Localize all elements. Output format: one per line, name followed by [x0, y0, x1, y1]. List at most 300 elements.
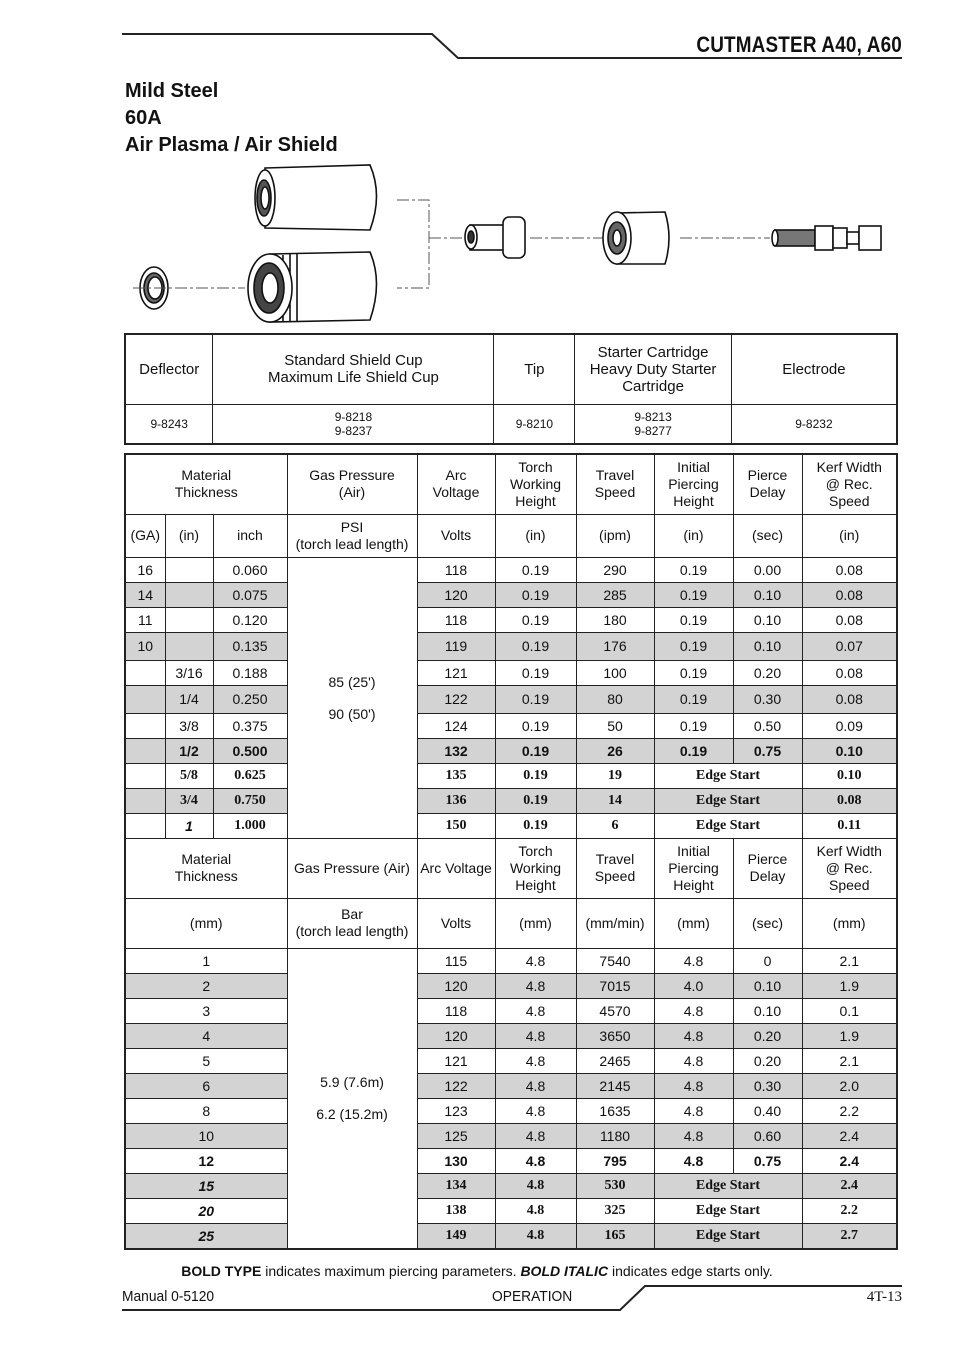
torch-height-cell: 4.8: [495, 1123, 576, 1148]
table-row: [125, 713, 897, 738]
torch-height-cell: 4.8: [495, 1048, 576, 1073]
cell-text: Gas Pressure (Air): [294, 859, 410, 876]
table-row: [125, 1148, 897, 1173]
table-row: [125, 1173, 897, 1198]
travel-speed-cell: 100: [576, 660, 654, 685]
metric-header-kerf-width: [802, 838, 897, 898]
parts-header-tip: [494, 334, 575, 404]
torch-height-cell: 4.8: [495, 998, 576, 1023]
footnote-bold-label: BOLD TYPE: [181, 1263, 262, 1279]
thickness-mm-cell: 1: [125, 948, 287, 973]
travel-speed-cell: 2145: [576, 1073, 654, 1098]
table-row: [125, 1023, 897, 1048]
thickness-mm-cell: 5: [125, 1048, 287, 1073]
arc-voltage-cell: 132: [417, 738, 495, 763]
gauge-cell: [125, 763, 165, 788]
arc-voltage-cell: 115: [417, 948, 495, 973]
inch-cell: 0.500: [213, 738, 287, 763]
cell-text: (mm): [832, 914, 866, 931]
cell-text: inch: [237, 527, 263, 543]
cell-text: Bar (torch lead length): [295, 906, 409, 939]
travel-speed-cell: 165: [576, 1223, 654, 1249]
torch-height-cell: 4.8: [495, 1173, 576, 1198]
imperial-unit-torch-height: [495, 514, 576, 557]
travel-speed-cell: 4570: [576, 998, 654, 1023]
travel-speed-cell: 180: [576, 607, 654, 632]
cell-text: (sec): [751, 527, 784, 543]
travel-speed-cell: 7015: [576, 973, 654, 998]
gas-pressure-cell: [287, 557, 417, 838]
metric-header-travel-speed: [576, 838, 654, 898]
table-row: [125, 632, 897, 660]
cell-text: Material Thickness: [174, 467, 238, 501]
kerf-width-cell: 0.09: [802, 713, 897, 738]
part-number-electrode: [731, 404, 897, 444]
gauge-cell: [125, 813, 165, 838]
thickness-mm-cell: 6: [125, 1073, 287, 1098]
torch-height-cell: 0.19: [495, 813, 576, 838]
cell-text: (in): [178, 527, 200, 543]
arc-voltage-cell: 121: [417, 1048, 495, 1073]
kerf-width-cell: 0.07: [802, 632, 897, 660]
travel-speed-cell: 325: [576, 1198, 654, 1223]
pierce-height-cell: 4.8: [654, 998, 733, 1023]
table-row: [125, 557, 897, 582]
table-footnote: [0, 1263, 954, 1279]
kerf-width-cell: 0.10: [802, 738, 897, 763]
arc-voltage-cell: 119: [417, 632, 495, 660]
kerf-width-cell: 0.10: [802, 763, 897, 788]
pierce-height-cell: 0.19: [654, 738, 733, 763]
metric-header-arc-voltage: [417, 838, 495, 898]
section-name: OPERATION: [492, 1288, 573, 1305]
pierce-height-cell: 4.8: [654, 1098, 733, 1123]
travel-speed-cell: 7540: [576, 948, 654, 973]
cell-text: (GA): [130, 527, 161, 543]
pierce-height-cell: 4.8: [654, 1023, 733, 1048]
arc-voltage-cell: 138: [417, 1198, 495, 1223]
torch-height-cell: 0.19: [495, 632, 576, 660]
kerf-width-cell: 2.1: [802, 1048, 897, 1073]
gauge-cell: [125, 738, 165, 763]
pierce-height-cell: 4.8: [654, 1123, 733, 1148]
pierce-delay-cell: 0.60: [733, 1123, 802, 1148]
cell-text: (sec): [751, 914, 784, 931]
imperial-header-travel-speed: [576, 454, 654, 514]
cut-chart-table: [124, 453, 898, 1250]
kerf-width-cell: 0.08: [802, 582, 897, 607]
kerf-width-cell: 0.11: [802, 813, 897, 838]
pierce-height-cell: 0.19: [654, 713, 733, 738]
arc-voltage-cell: 120: [417, 973, 495, 998]
arc-voltage-cell: 135: [417, 763, 495, 788]
travel-speed-cell: 80: [576, 685, 654, 713]
page-number: 4T-13: [866, 1289, 902, 1305]
pierce-height-cell: 4.8: [654, 948, 733, 973]
pierce-delay-cell: 0.75: [733, 1148, 802, 1173]
kerf-width-cell: 0.1: [802, 998, 897, 1023]
imperial-unit-pierce-height: [654, 514, 733, 557]
imperial-header-kerf-width: [802, 454, 897, 514]
pierce-delay-cell: 0.40: [733, 1098, 802, 1123]
table-row: [125, 1048, 897, 1073]
table-row: [125, 813, 897, 838]
gauge-cell: 14: [125, 582, 165, 607]
kerf-width-cell: 0.08: [802, 685, 897, 713]
cell-text: 9-8213 9-8277: [634, 409, 672, 438]
fraction-cell: [165, 582, 213, 607]
travel-speed-cell: 6: [576, 813, 654, 838]
electrode-drawing: [772, 226, 881, 250]
thickness-mm-cell: 2: [125, 973, 287, 998]
table-row: [125, 1223, 897, 1249]
travel-speed-cell: 530: [576, 1173, 654, 1198]
inch-cell: 0.120: [213, 607, 287, 632]
parts-header-electrode: [731, 334, 897, 404]
cell-text: 9-8232: [795, 416, 833, 431]
travel-speed-cell: 285: [576, 582, 654, 607]
travel-speed-cell: 26: [576, 738, 654, 763]
thickness-mm-cell: 25: [125, 1223, 287, 1249]
imperial-header-arc-voltage: [417, 454, 495, 514]
material-title: Mild Steel: [125, 80, 219, 102]
table-row: [125, 948, 897, 973]
torch-height-cell: 0.19: [495, 607, 576, 632]
part-number-tip: [494, 404, 575, 444]
gauge-cell: 10: [125, 632, 165, 660]
arc-voltage-cell: 123: [417, 1098, 495, 1123]
pierce-delay-cell: 0.50: [733, 713, 802, 738]
arc-voltage-cell: 118: [417, 607, 495, 632]
consumable-parts-illustration: [125, 160, 895, 330]
table-row: [125, 582, 897, 607]
kerf-width-cell: 0.08: [802, 788, 897, 813]
table-row: [125, 788, 897, 813]
thickness-mm-cell: 10: [125, 1123, 287, 1148]
cell-text: Electrode: [782, 360, 846, 378]
pierce-delay-cell: 0.20: [733, 660, 802, 685]
torch-height-cell: 4.8: [495, 1198, 576, 1223]
pierce-delay-cell: 0.00: [733, 557, 802, 582]
travel-speed-cell: 3650: [576, 1023, 654, 1048]
cell-text: Pierce Delay: [747, 467, 788, 501]
cell-text: Deflector: [139, 360, 200, 378]
inch-cell: 0.375: [213, 713, 287, 738]
travel-speed-cell: 19: [576, 763, 654, 788]
table-row: [125, 1098, 897, 1123]
fraction-cell: 1/2: [165, 738, 213, 763]
table-row: [125, 1198, 897, 1223]
arc-voltage-cell: 120: [417, 582, 495, 607]
kerf-width-cell: 2.4: [802, 1173, 897, 1198]
kerf-width-cell: 2.1: [802, 948, 897, 973]
torch-height-cell: 0.19: [495, 788, 576, 813]
torch-height-cell: 0.19: [495, 685, 576, 713]
cell-text: Starter Cartridge Heavy Duty Starter Cartridge: [589, 343, 717, 395]
arc-voltage-cell: 134: [417, 1173, 495, 1198]
inch-cell: 0.075: [213, 582, 287, 607]
cell-text: (in): [683, 527, 704, 543]
gauge-cell: [125, 713, 165, 738]
cell-text: Gas Pressure (Air): [309, 467, 395, 501]
metric-header-gas-pressure: [287, 838, 417, 898]
arc-voltage-cell: 125: [417, 1123, 495, 1148]
table-row: [125, 607, 897, 632]
inch-cell: 0.250: [213, 685, 287, 713]
inch-cell: 1.000: [213, 813, 287, 838]
cell-text: (in): [839, 527, 860, 543]
cell-text: Arc Voltage: [420, 859, 492, 876]
fraction-cell: 5/8: [165, 763, 213, 788]
kerf-width-cell: 2.2: [802, 1198, 897, 1223]
pierce-height-cell: 0.19: [654, 557, 733, 582]
pierce-height-cell: 4.8: [654, 1148, 733, 1173]
travel-speed-cell: 14: [576, 788, 654, 813]
cell-text: (mm/min): [585, 914, 645, 931]
cell-text: Volts: [440, 527, 472, 543]
kerf-width-cell: 0.08: [802, 660, 897, 685]
table-row: [125, 973, 897, 998]
pierce-delay-cell: 0.30: [733, 685, 802, 713]
cell-text: Initial Piercing Height: [668, 842, 719, 893]
tip-drawing: [465, 217, 525, 258]
starter-cartridge-drawing: [603, 212, 669, 264]
torch-height-cell: 0.19: [495, 738, 576, 763]
metric-unit-torch-height: [495, 898, 576, 948]
thickness-mm-cell: 15: [125, 1173, 287, 1198]
pierce-height-cell: 0.19: [654, 582, 733, 607]
torch-height-cell: 0.19: [495, 557, 576, 582]
cell-text: Travel Speed: [594, 467, 636, 501]
kerf-width-cell: 2.7: [802, 1223, 897, 1249]
torch-height-cell: 4.8: [495, 1073, 576, 1098]
pierce-height-cell: 4.8: [654, 1048, 733, 1073]
cell-text: PSI (torch lead length): [295, 518, 409, 552]
travel-speed-cell: 795: [576, 1148, 654, 1173]
thickness-mm-cell: 3: [125, 998, 287, 1023]
fraction-cell: 3/4: [165, 788, 213, 813]
fraction-cell: [165, 557, 213, 582]
thickness-mm-cell: 12: [125, 1148, 287, 1173]
gas-title: Air Plasma / Air Shield: [125, 134, 338, 156]
cell-text: Initial Piercing Height: [668, 458, 719, 509]
thickness-mm-cell: 8: [125, 1098, 287, 1123]
manual-number: Manual 0-5120: [122, 1288, 215, 1305]
cell-text: Volts: [440, 914, 472, 931]
cell-text: Travel Speed: [594, 851, 636, 884]
inch-cell: 0.135: [213, 632, 287, 660]
gas-pressure-cell: [287, 948, 417, 1249]
edge-start-cell: Edge Start: [654, 1173, 802, 1198]
kerf-width-cell: 2.2: [802, 1098, 897, 1123]
metric-header-pierce-delay: [733, 838, 802, 898]
torch-height-cell: 0.19: [495, 763, 576, 788]
kerf-width-cell: 2.4: [802, 1123, 897, 1148]
gauge-cell: [125, 788, 165, 813]
metric-unit-pierce-height: [654, 898, 733, 948]
pierce-delay-cell: 0.20: [733, 1023, 802, 1048]
fraction-cell: 1: [165, 813, 213, 838]
imperial-unit-delay: [733, 514, 802, 557]
arc-voltage-cell: 130: [417, 1148, 495, 1173]
arc-voltage-cell: 118: [417, 557, 495, 582]
torch-height-cell: 4.8: [495, 973, 576, 998]
imperial-header-torch-working-height: [495, 454, 576, 514]
arc-voltage-cell: 149: [417, 1223, 495, 1249]
metric-unit-volts: [417, 898, 495, 948]
gauge-cell: 11: [125, 607, 165, 632]
cell-text: 9-8210: [515, 416, 554, 431]
inch-cell: 0.060: [213, 557, 287, 582]
parts-header-shield-cup: [213, 334, 494, 404]
footnote-italic-label: BOLD ITALIC: [520, 1263, 609, 1279]
imperial-unit-volts: [417, 514, 495, 557]
torch-height-cell: 4.8: [495, 1098, 576, 1123]
pierce-delay-cell: 0.10: [733, 998, 802, 1023]
edge-start-cell: Edge Start: [654, 763, 802, 788]
footnote-bold-text: indicates maximum piercing parameters.: [261, 1263, 521, 1279]
kerf-width-cell: 1.9: [802, 1023, 897, 1048]
torch-height-cell: 0.19: [495, 713, 576, 738]
inch-cell: 0.625: [213, 763, 287, 788]
table-row: [125, 1123, 897, 1148]
arc-voltage-cell: 122: [417, 1073, 495, 1098]
cell-text: Pierce Delay: [747, 851, 788, 884]
edge-start-cell: Edge Start: [654, 788, 802, 813]
cell-text: (mm): [519, 914, 552, 931]
pierce-delay-cell: 0.20: [733, 1048, 802, 1073]
edge-start-cell: Edge Start: [654, 1223, 802, 1249]
imperial-header-initial-piercing-height: [654, 454, 733, 514]
imperial-header-pierce-delay: [733, 454, 802, 514]
cell-text: (mm): [677, 914, 710, 931]
cell-text: Tip: [524, 360, 545, 378]
torch-height-cell: 4.8: [495, 1223, 576, 1249]
metric-header-torch-working-height: [495, 838, 576, 898]
table-row: [125, 738, 897, 763]
arc-voltage-cell: 122: [417, 685, 495, 713]
pierce-delay-cell: 0: [733, 948, 802, 973]
pierce-height-cell: 0.19: [654, 660, 733, 685]
parts-header-starter-cartridge: [575, 334, 732, 404]
torch-height-cell: 4.8: [495, 1023, 576, 1048]
cell-text: Standard Shield Cup Maximum Life Shield Cup: [267, 352, 439, 387]
pierce-height-cell: 0.19: [654, 685, 733, 713]
cell-text: Torch Working Height: [509, 458, 562, 509]
pierce-height-cell: 0.19: [654, 607, 733, 632]
cell-text: Kerf Width @ Rec. Speed: [816, 458, 882, 509]
fraction-cell: 3/16: [165, 660, 213, 685]
table-row: [125, 998, 897, 1023]
inch-cell: 0.188: [213, 660, 287, 685]
cell-text: (ipm): [599, 527, 631, 543]
travel-speed-cell: 1180: [576, 1123, 654, 1148]
inch-cell: 0.750: [213, 788, 287, 813]
cell-text: Kerf Width @ Rec. Speed: [816, 842, 882, 893]
pierce-delay-cell: 0.75: [733, 738, 802, 763]
gauge-cell: 16: [125, 557, 165, 582]
pierce-height-cell: 0.19: [654, 632, 733, 660]
travel-speed-cell: 50: [576, 713, 654, 738]
kerf-width-cell: 2.0: [802, 1073, 897, 1098]
imperial-unit-inch: [213, 514, 287, 557]
fraction-cell: 3/8: [165, 713, 213, 738]
metric-header-initial-piercing-height: [654, 838, 733, 898]
pierce-height-cell: 4.0: [654, 973, 733, 998]
pierce-delay-cell: 0.10: [733, 632, 802, 660]
imperial-unit-kerf: [802, 514, 897, 557]
metric-unit-delay: [733, 898, 802, 948]
imperial-header-material-thickness: [125, 454, 287, 514]
metric-unit-travel: [576, 898, 654, 948]
metric-unit-mm: [125, 898, 287, 948]
max-life-shield-cup-drawing: [248, 252, 377, 322]
arc-voltage-cell: 124: [417, 713, 495, 738]
table-row: [125, 1073, 897, 1098]
pierce-delay-cell: 0.10: [733, 607, 802, 632]
kerf-width-cell: 1.9: [802, 973, 897, 998]
thickness-mm-cell: 4: [125, 1023, 287, 1048]
footnote-italic-text: indicates edge starts only.: [608, 1263, 773, 1279]
arc-voltage-cell: 121: [417, 660, 495, 685]
document-title: CUTMASTER A40, A60: [696, 32, 902, 57]
arc-voltage-cell: 150: [417, 813, 495, 838]
pierce-delay-cell: 0.10: [733, 582, 802, 607]
travel-speed-cell: 1635: [576, 1098, 654, 1123]
cell-text: 85 (25') 90 (50'): [328, 673, 376, 722]
kerf-width-cell: 0.08: [802, 557, 897, 582]
torch-height-cell: 4.8: [495, 1148, 576, 1173]
parts-header-deflector: [125, 334, 213, 404]
cell-text: (in): [525, 527, 546, 543]
cell-text: Torch Working Height: [509, 842, 562, 893]
fraction-cell: 1/4: [165, 685, 213, 713]
arc-voltage-cell: 118: [417, 998, 495, 1023]
shield-cup-drawing: [255, 165, 377, 230]
travel-speed-cell: 290: [576, 557, 654, 582]
cell-text: Material Thickness: [174, 851, 238, 884]
amperage-title: 60A: [125, 107, 162, 129]
part-number-shield-cup: [213, 404, 494, 444]
table-row: [125, 660, 897, 685]
metric-unit-bar: [287, 898, 417, 948]
parts-table: [124, 333, 898, 445]
edge-start-cell: Edge Start: [654, 813, 802, 838]
torch-height-cell: 0.19: [495, 660, 576, 685]
imperial-header-gas-pressure: [287, 454, 417, 514]
imperial-unit-travel: [576, 514, 654, 557]
edge-start-cell: Edge Start: [654, 1198, 802, 1223]
gauge-cell: [125, 660, 165, 685]
cell-text: Arc Voltage: [432, 467, 480, 501]
metric-header-material-thickness: [125, 838, 287, 898]
imperial-unit-ga: [125, 514, 165, 557]
thickness-mm-cell: 20: [125, 1198, 287, 1223]
cell-text: 5.9 (7.6m) 6.2 (15.2m): [316, 1074, 388, 1122]
cell-text: 9-8218 9-8237: [334, 409, 373, 438]
imperial-unit-psi: [287, 514, 417, 557]
travel-speed-cell: 2465: [576, 1048, 654, 1073]
pierce-delay-cell: 0.10: [733, 973, 802, 998]
pierce-height-cell: 4.8: [654, 1073, 733, 1098]
metric-unit-kerf: [802, 898, 897, 948]
arc-voltage-cell: 136: [417, 788, 495, 813]
fraction-cell: [165, 607, 213, 632]
pierce-delay-cell: 0.30: [733, 1073, 802, 1098]
cell-text: 9-8243: [150, 416, 188, 431]
fraction-cell: [165, 632, 213, 660]
arc-voltage-cell: 120: [417, 1023, 495, 1048]
